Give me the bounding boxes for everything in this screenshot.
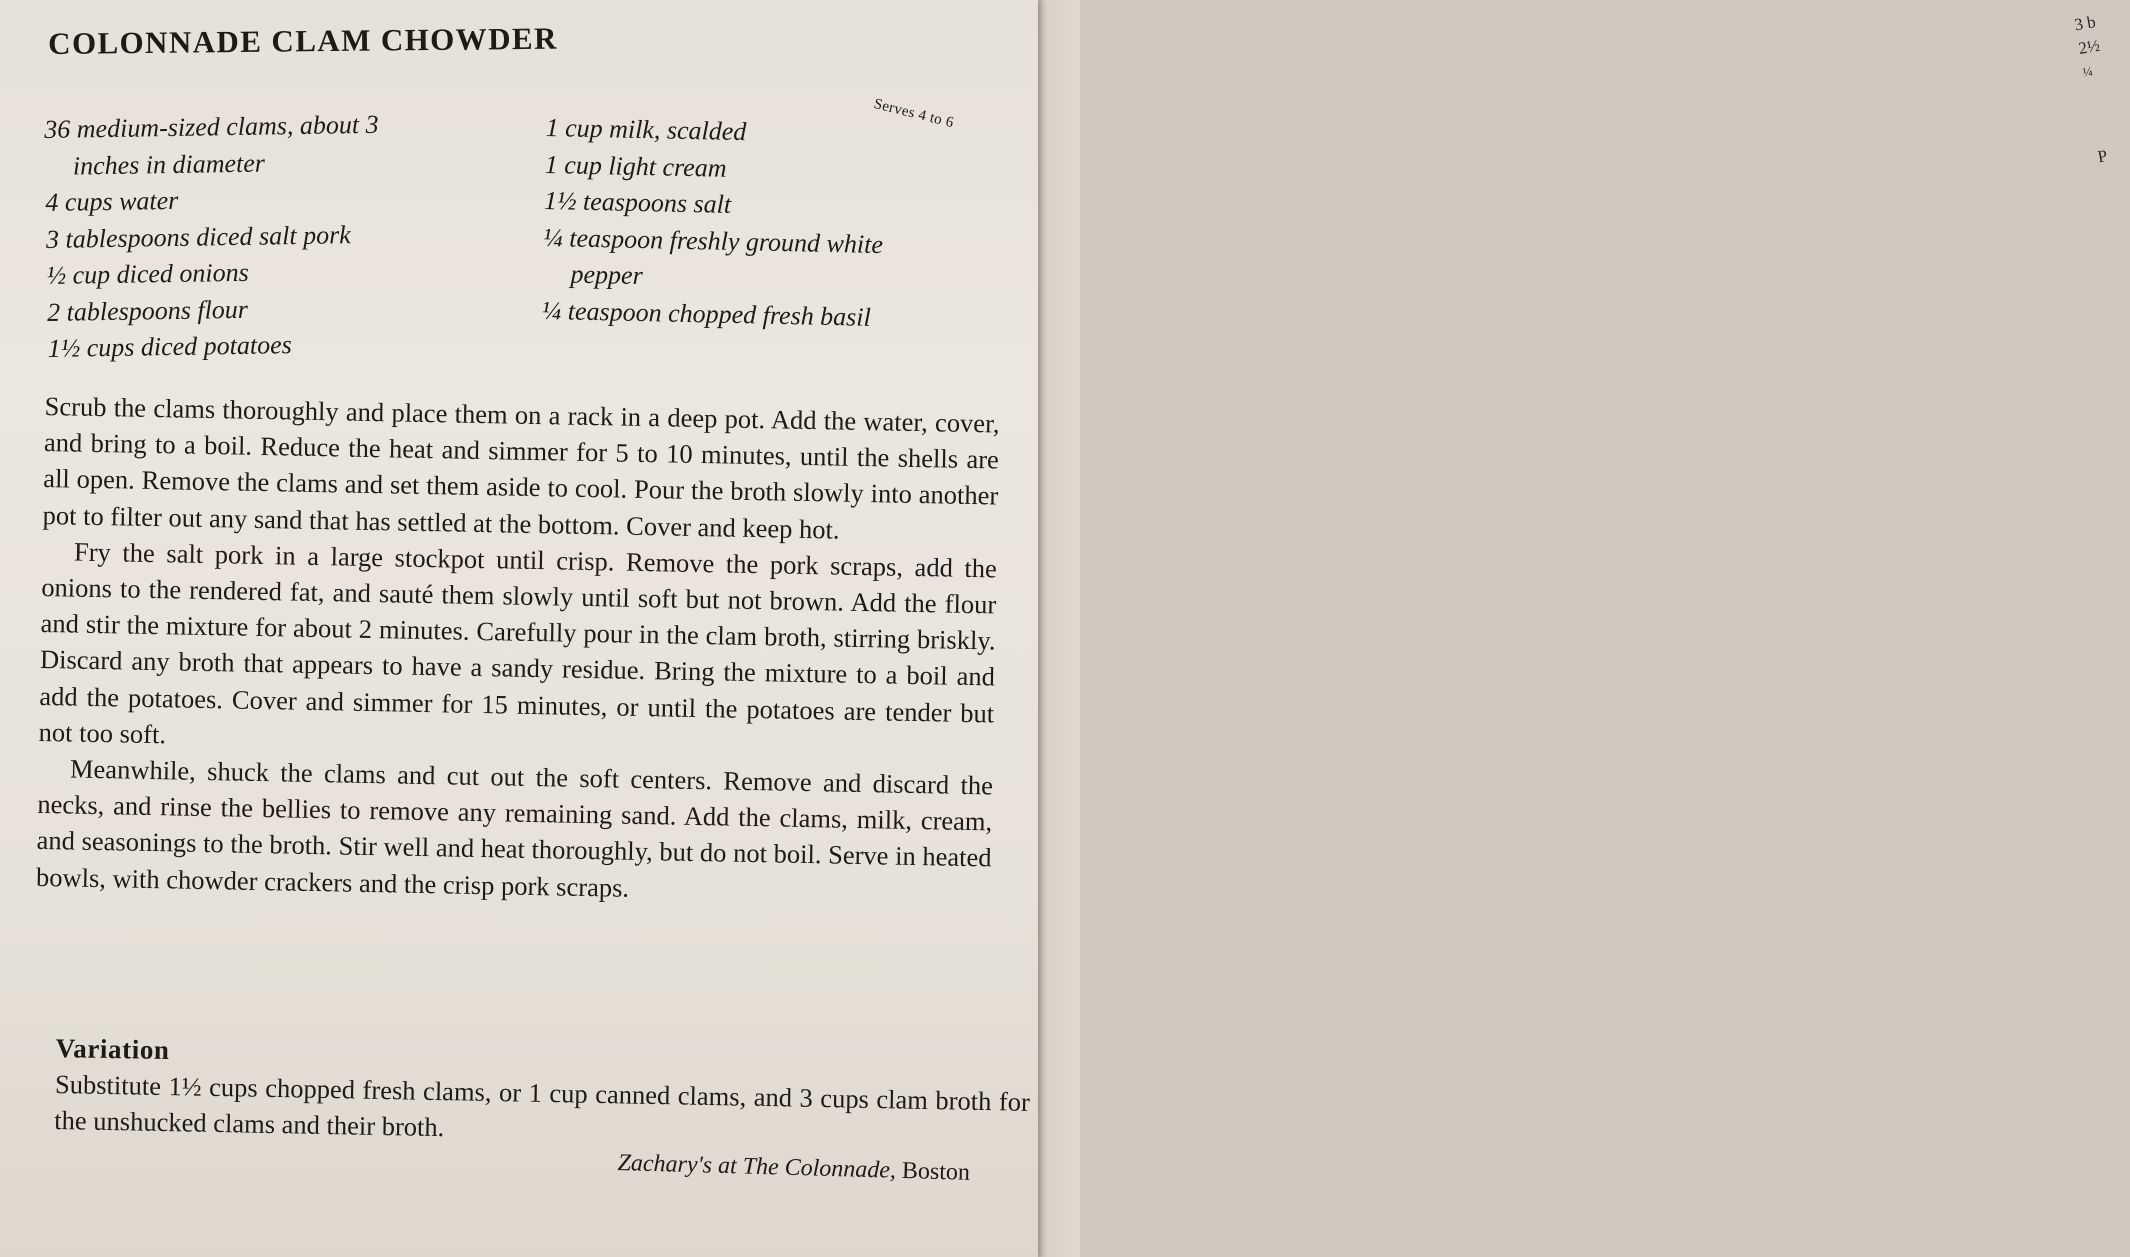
ingredients-left-column <box>44 107 382 368</box>
ingredient-item <box>46 253 381 295</box>
next-page-edge <box>1036 0 2109 1257</box>
next-page-glyph: 2½ <box>2077 35 2102 59</box>
serves-note: Serves 4 to 6 <box>872 96 956 132</box>
ingredient-continuation: pepper <box>570 259 644 291</box>
ingredient-text: 2 tablespoons flour <box>46 294 249 327</box>
ingredient-continuation: inches in diameter <box>72 148 266 181</box>
direction-paragraph: Meanwhile, shuck the clams and cut out the soft centers. Remove and discard the necks, and rinse the bellies to remove any remaining sand. Add the clams, milk, cream, and seasonings to the broth. Stir well and heat thoroughly, but do not boil. Serve in heated bowls, with chowder crackers and the crisp pork scraps. <box>35 753 994 903</box>
next-page-glyph: P <box>2096 146 2109 167</box>
next-page-fragment <box>2073 9 2130 170</box>
direction-paragraph: Fry the salt pork in a large stockpot until crisp. Remove the pork scraps, add the onions to the rendered fat, and sauté them slowly until soft but not brown. Add the flour and stir the mixture for about 2 minutes. Carefully pour in the clam broth, stirring briskly. Discard any broth that appears to have a sandy residue. Bring the mixture to a boil and add the potatoes. Cover and simmer for 15 minutes, or until the potatoes are tender but not too soft. <box>38 536 998 750</box>
ingredient-item <box>541 292 881 336</box>
ingredient-text: 4 cups water <box>45 185 179 217</box>
ingredient-item <box>542 219 883 299</box>
ingredient-item <box>44 107 379 185</box>
recipe-attribution <box>617 1150 970 1187</box>
ingredient-text: 36 medium-sized clams, about 3 <box>44 109 379 144</box>
attribution-restaurant: Zachary's at The Colonnade, <box>617 1150 897 1184</box>
ingredient-text: 1 cup milk, scalded <box>545 112 747 147</box>
ingredient-item <box>45 180 380 222</box>
ingredients-right-column <box>541 110 885 336</box>
ingredient-text: ¼ teaspoon freshly ground white <box>543 222 884 259</box>
ingredient-text: 1 cup light cream <box>544 149 727 183</box>
ingredient-item <box>46 216 381 258</box>
next-page-glyph: ¼ <box>2081 63 2094 80</box>
ingredient-item <box>47 289 382 331</box>
ingredient-text: 1½ cups diced potatoes <box>47 330 292 363</box>
direction-paragraph: Scrub the clams thoroughly and place them on a rack in a deep pot. Add the water, cover, and bring to a boil. Reduce the heat and simmer for 5 to 10 minutes, until the shells are all open. Remove the clams and set them aside to cool. Pour the broth slowly into another pot to filter out any sand that has settled at the bottom. Cover and keep hot. <box>42 390 1000 545</box>
ingredient-text: 3 tablespoons diced salt pork <box>45 219 351 254</box>
ingredient-text: 1½ teaspoons salt <box>543 185 732 219</box>
attribution-city: Boston <box>901 1157 971 1186</box>
variation-heading: Variation <box>55 1032 170 1066</box>
ingredient-text: ½ cup diced onions <box>46 257 249 290</box>
ingredient-item <box>47 326 382 368</box>
book-page <box>0 0 1038 1257</box>
ingredient-text: ¼ teaspoon chopped fresh basil <box>541 295 872 332</box>
recipe-directions <box>36 388 1000 912</box>
variation-text: Substitute 1½ cups chopped fresh clams, or 1 cup canned clams, and 3 cups clam broth for the unshucked clams and their broth. <box>54 1068 1031 1143</box>
next-page-glyph: 3 b <box>2072 12 2098 35</box>
variation-section <box>54 1030 1031 1156</box>
recipe-title: COLONNADE CLAM CHOWDER <box>48 20 558 61</box>
